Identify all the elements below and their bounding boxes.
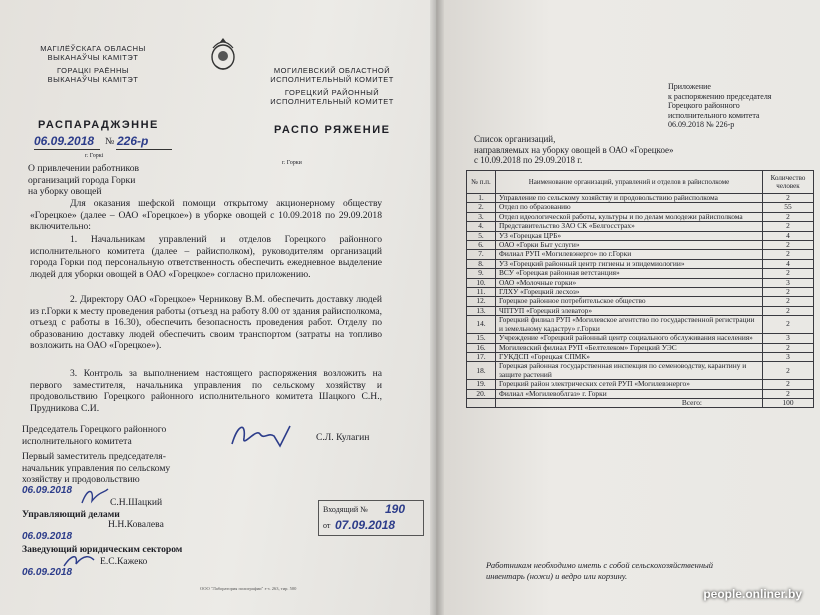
- row-organization: ВСУ «Горецкая районная ветстанция»: [496, 269, 763, 278]
- date-underline: [34, 149, 100, 150]
- table-row: [467, 222, 814, 231]
- legal-name: Е.С.Кажеко: [100, 556, 148, 567]
- row-organization: Горецкий филиал РУП «Могилевское агентство по государственной регистрации и земельному кадастру» г.Горки: [496, 316, 763, 334]
- subject-line: на уборку овощей: [28, 186, 102, 198]
- table-row: [467, 316, 814, 334]
- title-belarusian: РАСПАРАДЖЭННЕ: [38, 119, 159, 131]
- row-number: 8.: [467, 259, 496, 268]
- chair-name: С.Л. Кулагин: [316, 432, 370, 443]
- table-row: [467, 389, 814, 398]
- header-quantity: Количество человек: [763, 171, 814, 194]
- list-title-line: направляемых на уборку овощей в ОАО «Горецкое»: [474, 144, 674, 155]
- row-organization: Отдел по образованию: [496, 203, 763, 212]
- subject-block: [28, 163, 139, 198]
- subject-line: организаций города Горки: [28, 174, 136, 186]
- list-title-line: Список организаций,: [474, 134, 556, 144]
- item-2-paragraph: 2. Директору ОАО «Горецкое» Черникову В.М. обеспечить доставку людей из г.Горки к месту проведения работы (отъезд на работу 8.00 от здания райисполкома, отъезд с работы в 16.30), обеспечить безопасность проведения работ. Отделу по образованию доставку людей обеспечить своим транспортом (затраты на топливо возложить на ОАО «Горецкое»).: [30, 294, 382, 352]
- number-prefix: №: [105, 136, 115, 147]
- chair-signature-icon: [228, 418, 298, 452]
- row-number: 15.: [467, 334, 496, 343]
- manager-date: 06.09.2018: [22, 531, 73, 542]
- first-deputy-line: начальник управления по сельскому: [22, 462, 171, 474]
- row-quantity: 2: [763, 250, 814, 259]
- row-number: 10.: [467, 278, 496, 287]
- annex-line: Приложение: [668, 82, 711, 91]
- header-russian: [262, 66, 402, 106]
- row-organization: Горецкий район электрических сетей РУП «Могилевэнерго»: [496, 380, 763, 389]
- table-row: [467, 380, 814, 389]
- row-quantity: 2: [763, 241, 814, 250]
- header-ru-line: МОГИЛЕВСКИЙ ОБЛАСТНОЙ: [273, 66, 391, 75]
- organizations-table: [466, 170, 814, 408]
- stamp-number: 190: [385, 502, 406, 516]
- table-row: [467, 362, 814, 380]
- manager-title: Управляющий делами: [22, 509, 120, 520]
- row-number: 17.: [467, 352, 496, 361]
- row-quantity: 2: [763, 212, 814, 221]
- row-quantity: 3: [763, 352, 814, 361]
- first-deputy-name: С.Н.Шацкий: [110, 497, 163, 508]
- row-quantity: 4: [763, 231, 814, 240]
- total-row: [467, 398, 814, 407]
- row-number: 6.: [467, 241, 496, 250]
- legal-title: Заведующий юридическим сектором: [22, 544, 183, 555]
- row-quantity: 2: [763, 362, 814, 380]
- chair-title: [22, 424, 166, 447]
- table-row: [467, 343, 814, 352]
- header-by-line: ВЫКАНАЎЧЫ КАМІТЭТ: [47, 75, 139, 84]
- table-row: [467, 334, 814, 343]
- row-number: 19.: [467, 380, 496, 389]
- total-value: 100: [763, 398, 814, 407]
- row-organization: Филиал «Могилевоблгаз» г. Горки: [496, 389, 763, 398]
- row-quantity: 3: [763, 334, 814, 343]
- item-3-paragraph: 3. Контроль за выполнением настоящего распоряжения возложить на первого заместителя, начальника управления по сельскому хозяйству и продовольствию Горецкого районного исполнительного комитета Шацкого С.Н., Прудникова С.И.: [30, 368, 382, 414]
- table-row: [467, 203, 814, 212]
- city-russian: г. Горки: [282, 160, 302, 166]
- stamp-label: Входящий №: [323, 505, 368, 514]
- footer-note: [486, 560, 713, 581]
- first-deputy-signature-icon: [80, 485, 110, 507]
- header-by-line: МАГІЛЁЎСКАГА ОБЛАСНЫ: [40, 44, 146, 53]
- table-row: [467, 250, 814, 259]
- list-title: [474, 134, 674, 166]
- row-number: 4.: [467, 222, 496, 231]
- annex-block: [668, 82, 771, 130]
- table-row: [467, 297, 814, 306]
- row-organization: ОАО «Молочные горки»: [496, 278, 763, 287]
- row-number: 7.: [467, 250, 496, 259]
- row-quantity: 2: [763, 306, 814, 315]
- row-quantity: 4: [763, 259, 814, 268]
- stamp-from: от: [323, 521, 331, 530]
- row-organization: ОАО «Горки Быт услуги»: [496, 241, 763, 250]
- footer-note-line: Работникам необходимо иметь с собой сельскохозяйственный: [486, 560, 714, 570]
- watermark: people.onliner.by: [703, 587, 802, 601]
- row-organization: Горецкая районная государственная инспекция по семеноводству, карантину и защите растений: [496, 362, 763, 380]
- row-quantity: 55: [763, 203, 814, 212]
- header-name: Наименование организаций, управлений и отделов в райисполкоме: [496, 171, 763, 194]
- manager-name: Н.Н.Ковалева: [108, 519, 164, 530]
- row-organization: Представительство ЗАО СК «Белгосстрах»: [496, 222, 763, 231]
- row-number: 18.: [467, 362, 496, 380]
- annex-line: к распоряжению председателя: [668, 91, 772, 101]
- row-quantity: 3: [763, 278, 814, 287]
- first-deputy-line: хозяйству и продовольствию: [22, 474, 140, 486]
- subject-line: О привлечении работников: [28, 163, 140, 174]
- row-quantity: 2: [763, 194, 814, 203]
- total-label: Всего:: [496, 398, 763, 407]
- incoming-stamp: [318, 500, 424, 536]
- row-organization: ГУКДСП «Горецкая СПМК»: [496, 352, 763, 361]
- row-organization: Горецкое районное потребительское общество: [496, 297, 763, 306]
- row-quantity: 2: [763, 269, 814, 278]
- row-quantity: 2: [763, 380, 814, 389]
- annex-line: Горецкого районного: [668, 101, 740, 110]
- row-number: 1.: [467, 194, 496, 203]
- row-quantity: 2: [763, 316, 814, 334]
- row-number: 2.: [467, 203, 496, 212]
- row-number: 9.: [467, 269, 496, 278]
- page-fold-shadow: [430, 0, 444, 615]
- row-number: 11.: [467, 288, 496, 297]
- row-quantity: 2: [763, 389, 814, 398]
- header-belarusian: [38, 44, 148, 84]
- row-quantity: 2: [763, 297, 814, 306]
- chair-title-line: исполнительного комитета: [22, 435, 132, 447]
- intro-paragraph: Для оказания шефской помощи открытому акционерному обществу «Горецкое» (далее – ОАО «Горецкое») в уборке овощей с 10.09.2018 по 29.09.2018 включительно:: [30, 198, 382, 233]
- footer-note-line: инвентарь (ножи) и ведро или корзину.: [486, 570, 628, 581]
- legal-date: 06.09.2018: [22, 567, 73, 578]
- row-quantity: 2: [763, 343, 814, 352]
- row-organization: Отдел идеологической работы, культуры и по делам молодежи райисполкома: [496, 212, 763, 221]
- annex-line: 06.09.2018 № 226-р: [668, 120, 735, 129]
- chair-title-line: Председатель Горецкого районного: [22, 424, 167, 435]
- row-organization: ГЛХУ «Горецкий лесхоз»: [496, 288, 763, 297]
- row-number: 3.: [467, 212, 496, 221]
- right-page: [436, 0, 820, 615]
- row-number: 12.: [467, 297, 496, 306]
- row-organization: Филиал РУП «Могилевэнерго» по г.Горки: [496, 250, 763, 259]
- row-number: 13.: [467, 306, 496, 315]
- header-by-line: ВЫКАНАЎЧЫ КАМІТЭТ: [47, 53, 139, 62]
- list-title-line: с 10.09.2018 по 29.09.2018 г.: [474, 155, 583, 165]
- table-body: [467, 194, 814, 399]
- row-number: 5.: [467, 231, 496, 240]
- table-row: [467, 269, 814, 278]
- header-by-line: ГОРАЦКІ РАЁННЫ: [56, 66, 130, 75]
- row-organization: Учреждение «Горецкий районный центр социального обслуживания населения»: [496, 334, 763, 343]
- row-organization: Могилевский филиал РУП «Белтелеком» Горецкий УЭС: [496, 343, 763, 352]
- first-deputy-line: Первый заместитель председателя-: [22, 451, 166, 462]
- row-organization: ЧПТУП «Горецкий элеватор»: [496, 306, 763, 315]
- row-number: 16.: [467, 343, 496, 352]
- title-russian: РАСПО РЯЖЕНИЕ: [274, 124, 391, 136]
- stamp-date: 07.09.2018: [335, 518, 396, 532]
- state-emblem-icon: [207, 38, 239, 74]
- order-date: 06.09.2018: [34, 134, 95, 148]
- city-belarusian: г. Горкі: [85, 153, 104, 159]
- first-deputy-date: 06.09.2018: [22, 485, 73, 496]
- row-organization: Управление по сельскому хозяйству и продовольствию райисполкома: [496, 194, 763, 203]
- row-number: 20.: [467, 389, 496, 398]
- row-organization: УЗ «Горецкая ЦРБ»: [496, 231, 763, 240]
- first-deputy-title: [22, 451, 170, 486]
- header-ru-line: ГОРЕЦКИЙ РАЙОННЫЙ: [284, 88, 380, 97]
- row-organization: УЗ «Горецкий районный центр гигиены и эпидемиологии»: [496, 259, 763, 268]
- table-header-row: [467, 171, 814, 194]
- order-number: 226-р: [117, 134, 149, 148]
- number-underline: [116, 149, 172, 150]
- row-number: 14.: [467, 316, 496, 334]
- annex-line: исполнительного комитета: [668, 110, 760, 120]
- header-number: № п.п.: [467, 171, 496, 194]
- header-ru-line: ИСПОЛНИТЕЛЬНЫЙ КОМИТЕТ: [270, 97, 394, 106]
- header-ru-line: ИСПОЛНИТЕЛЬНЫЙ КОМИТЕТ: [270, 75, 394, 84]
- printer-line: ООО "Лаборатория полиграфии" з-з. 263, тир. 500: [200, 586, 297, 591]
- item-1-paragraph: 1. Начальникам управлений и отделов Горецкого районного исполнительного комитета (далее – райисполком), руководителям организаций города Горки под персональную ответственность обеспечить ежедневное выделение людей для уборки овощей в ОАО «Горецкое» согласно приложению.: [30, 234, 382, 280]
- row-quantity: 2: [763, 222, 814, 231]
- row-quantity: 2: [763, 288, 814, 297]
